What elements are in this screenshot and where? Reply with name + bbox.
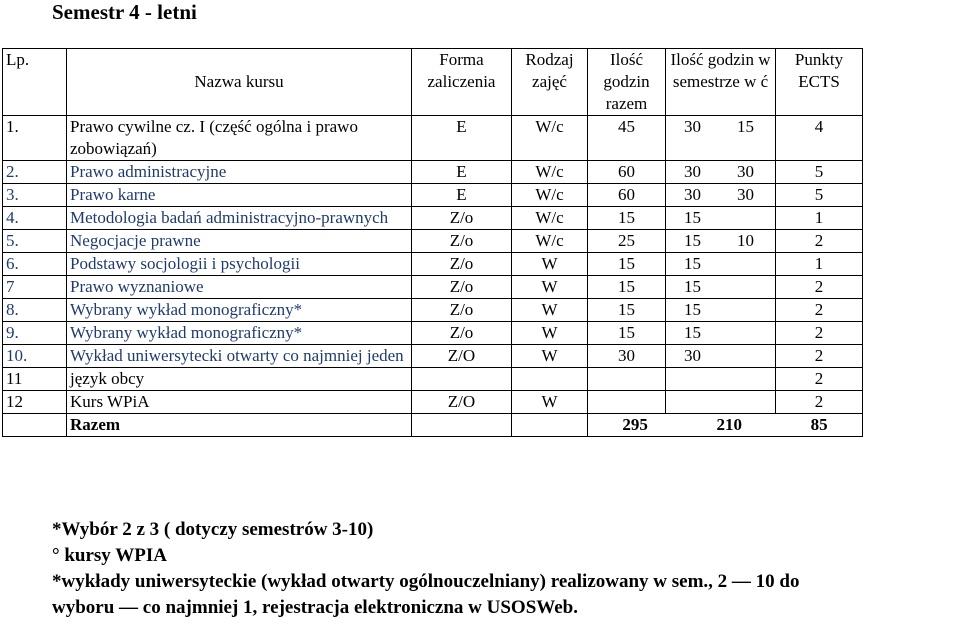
row-semester-hours xyxy=(666,207,776,230)
row-forma: E xyxy=(412,161,512,184)
row-forma: E xyxy=(412,116,512,161)
row-course-name: Prawo cywilne cz. I (część ogólna i prawo zobowiązań) xyxy=(67,116,412,161)
row-forma: Z/o xyxy=(412,207,512,230)
table-header-row xyxy=(3,49,863,116)
total-w: 210 xyxy=(716,415,742,434)
footnote-1: *Wybór 2 z 3 ( dotyczy semestrów 3-10) xyxy=(52,519,374,540)
row-lp: 4. xyxy=(3,207,67,230)
row-forma: Z/O xyxy=(412,345,512,368)
row-ects: 2 xyxy=(776,322,863,345)
total-row xyxy=(3,414,863,437)
row-rodzaj: W xyxy=(512,253,588,276)
row-lp: 10. xyxy=(3,345,67,368)
row-forma: Z/o xyxy=(412,299,512,322)
row-razem: 15 xyxy=(588,276,666,299)
row-semester-hours xyxy=(666,391,776,414)
row-semester-hours xyxy=(666,116,776,161)
row-lp: 1. xyxy=(3,116,67,161)
header-ilosc-semestr: Ilość godzin w semestrze w ć xyxy=(666,49,776,116)
header-name: Nazwa kursu xyxy=(67,49,412,116)
row-semester-hours xyxy=(666,322,776,345)
row-hours-w: 15 xyxy=(684,300,701,319)
row-hours-c xyxy=(737,276,757,298)
table-row xyxy=(3,391,863,414)
row-ects: 2 xyxy=(776,368,863,391)
row-ects: 4 xyxy=(776,116,863,161)
row-razem: 15 xyxy=(588,207,666,230)
row-lp: 12 xyxy=(3,391,67,414)
row-course-name: Prawo administracyjne xyxy=(67,161,412,184)
row-semester-hours xyxy=(666,368,776,391)
row-ects: 2 xyxy=(776,345,863,368)
row-semester-hours xyxy=(666,253,776,276)
row-semester-hours xyxy=(666,161,776,184)
row-hours-c: 30 xyxy=(737,162,754,181)
header-rodzaj: Rodzaj zajęć xyxy=(512,49,588,116)
row-lp: 5. xyxy=(3,230,67,253)
table-row xyxy=(3,299,863,322)
row-semester-hours xyxy=(666,345,776,368)
row-hours-w: 30 xyxy=(684,117,701,136)
row-hours-w: 15 xyxy=(684,277,701,296)
row-hours-c xyxy=(737,299,757,321)
table-row xyxy=(3,322,863,345)
row-course-name: Prawo wyznaniowe xyxy=(67,276,412,299)
row-course-name: Wykład uniwersytecki otwarty co najmniej jeden xyxy=(67,345,412,368)
row-rodzaj: W/c xyxy=(512,116,588,161)
table-row xyxy=(3,161,863,184)
row-ects: 5 xyxy=(776,184,863,207)
row-hours-c xyxy=(737,253,757,275)
row-hours-c: 10 xyxy=(737,231,754,250)
row-razem: 15 xyxy=(588,253,666,276)
header-ilosc: Ilość godzin razem xyxy=(588,49,666,116)
row-forma: Z/o xyxy=(412,253,512,276)
row-lp: 2. xyxy=(3,161,67,184)
header-ects: Punkty ECTS xyxy=(776,49,863,116)
row-hours-c xyxy=(737,322,757,344)
row-rodzaj: W/c xyxy=(512,207,588,230)
table-row xyxy=(3,276,863,299)
row-rodzaj: W xyxy=(512,345,588,368)
total-razem: 295 xyxy=(622,415,648,434)
row-hours-w: 15 xyxy=(684,208,701,227)
row-course-name: Prawo karne xyxy=(67,184,412,207)
row-forma: Z/O xyxy=(412,391,512,414)
row-course-name: Negocjacje prawne xyxy=(67,230,412,253)
row-razem xyxy=(588,368,666,391)
row-ects: 5 xyxy=(776,161,863,184)
footnote-4: wyboru — co najmniej 1, rejestracja elektroniczna w USOSWeb. xyxy=(52,597,578,618)
row-rodzaj: W xyxy=(512,391,588,414)
row-semester-hours xyxy=(666,230,776,253)
row-lp: 3. xyxy=(3,184,67,207)
table-row xyxy=(3,368,863,391)
total-label: Razem xyxy=(67,414,412,437)
row-lp: 8. xyxy=(3,299,67,322)
row-rodzaj: W/c xyxy=(512,184,588,207)
row-rodzaj: W xyxy=(512,299,588,322)
row-semester-hours xyxy=(666,299,776,322)
row-rodzaj xyxy=(512,368,588,391)
row-hours-c: 30 xyxy=(737,185,754,204)
row-ects: 1 xyxy=(776,253,863,276)
row-course-name: Podstawy socjologii i psychologii xyxy=(67,253,412,276)
table-row xyxy=(3,184,863,207)
table-row xyxy=(3,207,863,230)
table-row xyxy=(3,230,863,253)
row-semester-hours xyxy=(666,276,776,299)
row-ects: 2 xyxy=(776,299,863,322)
row-razem: 45 xyxy=(588,116,666,161)
row-course-name: Wybrany wykład monograficzny* xyxy=(67,299,412,322)
row-rodzaj: W/c xyxy=(512,230,588,253)
table-row xyxy=(3,345,863,368)
row-forma: E xyxy=(412,184,512,207)
row-ects: 1 xyxy=(776,207,863,230)
row-hours-w: 15 xyxy=(684,231,701,250)
row-forma xyxy=(412,368,512,391)
table-row xyxy=(3,253,863,276)
row-razem: 60 xyxy=(588,161,666,184)
row-razem: 60 xyxy=(588,184,666,207)
row-forma: Z/o xyxy=(412,322,512,345)
row-hours-w: 15 xyxy=(684,323,701,342)
course-table xyxy=(2,48,863,437)
row-lp: 11 xyxy=(3,368,67,391)
footnote-2: ° kursy WPIA xyxy=(52,545,167,566)
row-lp: 6. xyxy=(3,253,67,276)
row-ects: 2 xyxy=(776,276,863,299)
row-course-name: Kurs WPiA xyxy=(67,391,412,414)
total-lp xyxy=(3,414,67,437)
total-hours xyxy=(588,414,863,437)
row-course-name: język obcy xyxy=(67,368,412,391)
row-razem: 15 xyxy=(588,322,666,345)
row-course-name: Wybrany wykład monograficzny* xyxy=(67,322,412,345)
row-lp: 9. xyxy=(3,322,67,345)
table-row xyxy=(3,116,863,161)
row-hours-c: 15 xyxy=(737,117,754,136)
row-lp: 7 xyxy=(3,276,67,299)
row-forma: Z/o xyxy=(412,276,512,299)
row-rodzaj: W xyxy=(512,276,588,299)
header-forma: Forma zaliczenia xyxy=(412,49,512,116)
page-title: Semestr 4 - letni xyxy=(52,0,197,24)
row-rodzaj: W xyxy=(512,322,588,345)
total-c: 85 xyxy=(810,415,828,434)
row-rodzaj: W/c xyxy=(512,161,588,184)
row-razem xyxy=(588,391,666,414)
row-hours-w: 30 xyxy=(684,346,701,365)
row-ects: 2 xyxy=(776,230,863,253)
row-hours-w: 15 xyxy=(684,254,701,273)
footnotes xyxy=(52,517,800,621)
header-lp: Lp. xyxy=(3,49,67,116)
row-razem: 30 xyxy=(588,345,666,368)
row-razem: 15 xyxy=(588,299,666,322)
row-course-name: Metodologia badań administracyjno-prawnych xyxy=(67,207,412,230)
row-hours-w: 30 xyxy=(684,185,701,204)
row-hours-w: 30 xyxy=(684,162,701,181)
row-forma: Z/o xyxy=(412,230,512,253)
row-ects: 2 xyxy=(776,391,863,414)
footnote-3: *wykłady uniwersyteckie (wykład otwarty ogólnouczelniany) realizowany w sem., 2 — 10 do xyxy=(52,571,800,592)
row-hours-c xyxy=(737,207,757,229)
row-razem: 25 xyxy=(588,230,666,253)
row-hours-c xyxy=(737,345,757,367)
row-semester-hours xyxy=(666,184,776,207)
